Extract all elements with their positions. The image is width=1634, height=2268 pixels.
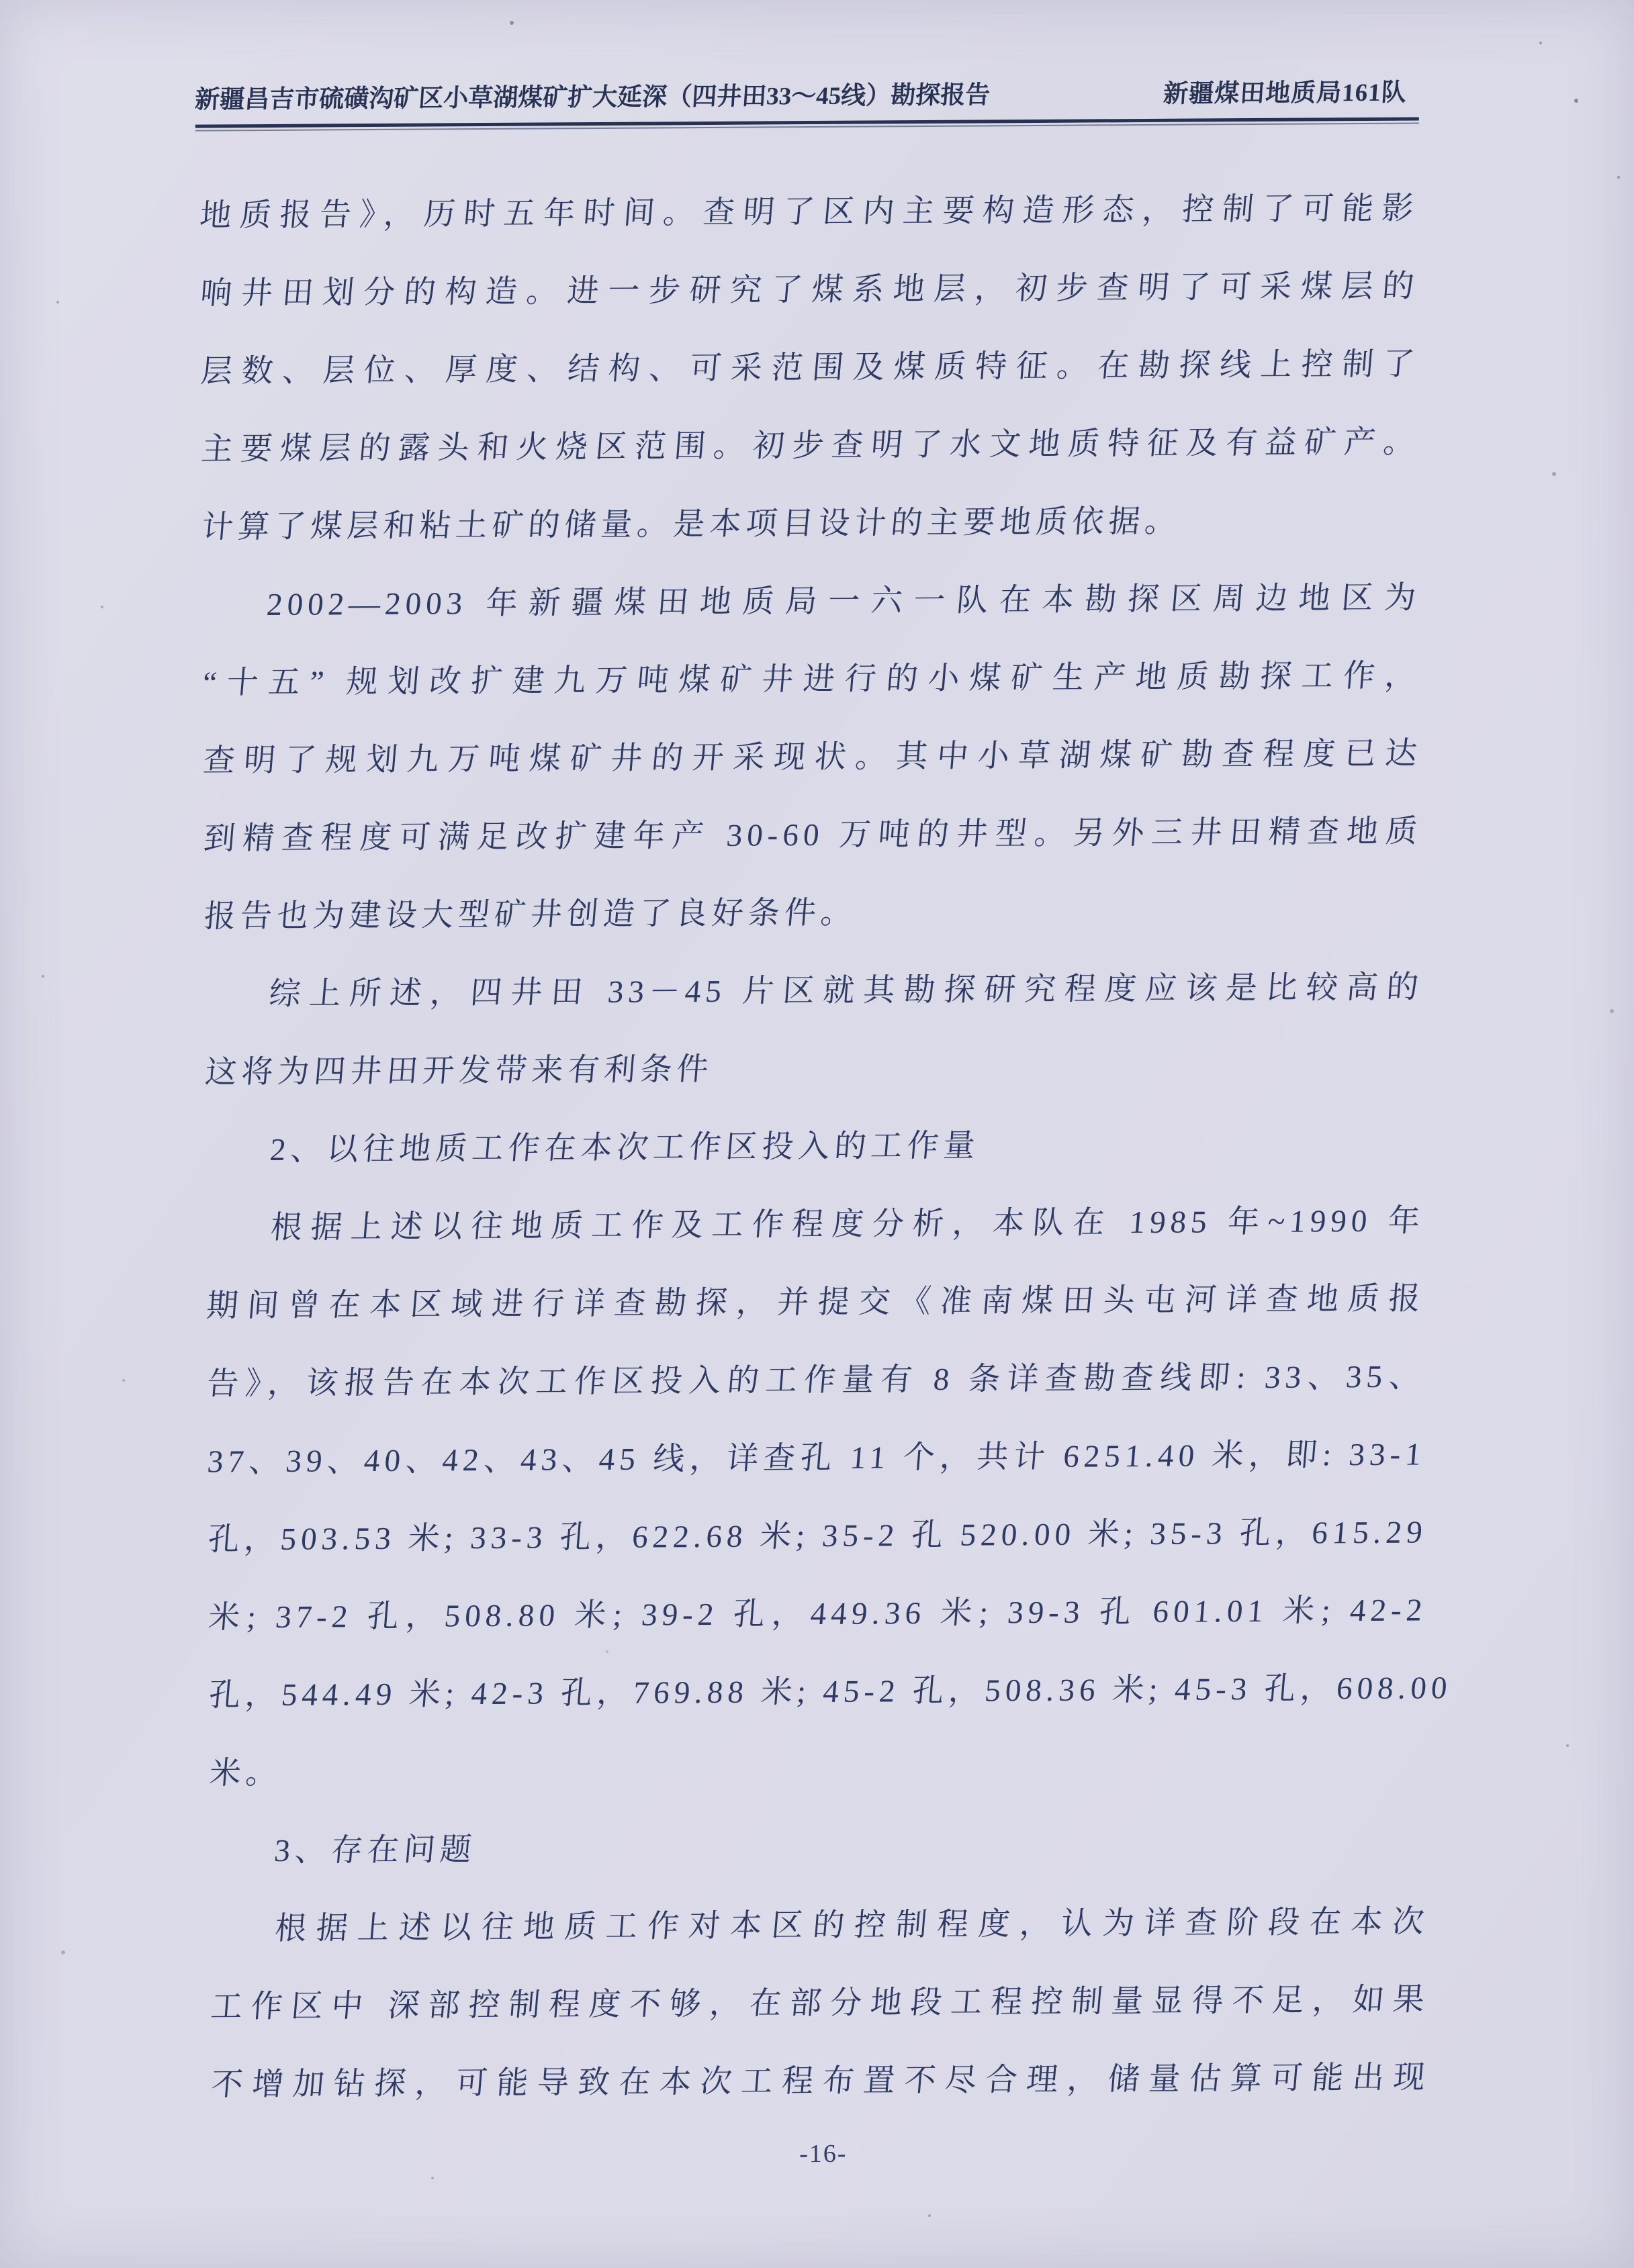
body-line: 综上所述，四井田 33－45 片区就其勘探研究程度应该是比较高的 bbox=[267, 970, 1424, 1012]
body-line: 米。 bbox=[208, 1755, 283, 1791]
report-title: 新疆昌吉市硫磺沟矿区小草湖煤矿扩大延深（四井田33～45线）勘探报告 bbox=[193, 81, 991, 114]
body-line: 地质报告》，历时五年时间。查明了区内主要构造形态，控制了可能影 bbox=[198, 191, 1420, 234]
page-number: -16- bbox=[799, 2139, 848, 2169]
body-line: 主要煤层的露头和火烧区范围。初步查明了水文地质特征及有益矿产。 bbox=[199, 424, 1421, 467]
paper-speckles bbox=[0, 0, 3, 3]
body-line: 响井田划分的构造。进一步研究了煤系地层，初步查明了可采煤层的 bbox=[199, 269, 1420, 312]
body-line: 到精查程度可满足改扩建年产 30-60 万吨的井型。另外三井田精查地质 bbox=[202, 814, 1424, 857]
body-line: 根据上述以往地质工作及工作程度分析，本队在 1985 年~1990 年 bbox=[269, 1203, 1426, 1245]
body-line: 37、39、40、42、43、45 线，详查孔 11 个，共计 6251.40 米，即: 33-1 bbox=[206, 1437, 1428, 1480]
body-line: “十五” 规划改扩建九万吨煤矿井进行的小煤矿生产地质勘探工作， bbox=[201, 658, 1422, 701]
body-line: 工作区中 深部控制程度不够，在部分地段工程控制量显得不足，如果 bbox=[209, 1982, 1431, 2025]
body-line: 根据上述以往地质工作对本区的控制程度，认为详查阶段在本次 bbox=[273, 1904, 1431, 1946]
body-line: 孔，544.49 米; 42-3 孔，769.88 米; 45-2 孔，508.36 米; 45-3 孔，608.00 bbox=[207, 1670, 1453, 1713]
body-line: 报告也为建设大型矿井创造了良好条件。 bbox=[202, 895, 859, 935]
section-heading-2: 2、以往地质工作在本次工作区投入的工作量 bbox=[269, 1128, 981, 1168]
body-text bbox=[198, 170, 1453, 2124]
section-heading-3: 3、存在问题 bbox=[273, 1832, 478, 1869]
body-line: 这将为四井田开发带来有利条件 bbox=[203, 1051, 715, 1090]
page-header bbox=[195, 71, 1418, 128]
body-line: 期间曾在本区域进行详查勘探，并提交《准南煤田头屯河详查地质报 bbox=[205, 1281, 1426, 1324]
header-organization: 新疆煤田地质局161队 bbox=[1162, 79, 1408, 108]
body-line: 米; 37-2 孔，508.80 米; 39-2 孔，449.36 米; 39-3 孔 601.01 米; 42-2 bbox=[207, 1593, 1428, 1636]
body-line: 计算了煤层和粘土矿的储量。是本项目设计的主要地质依据。 bbox=[200, 504, 1183, 545]
body-line: 不增加钻探，可能导致在本次工程布置不尽合理，储量估算可能出现 bbox=[210, 2060, 1431, 2103]
body-line: 层数、层位、厚度、结构、可采范围及煤质特征。在勘探线上控制了 bbox=[199, 346, 1421, 389]
body-line: 查明了规划九万吨煤矿井的开采现状。其中小草湖煤矿勘查程度已达 bbox=[201, 736, 1423, 779]
body-line: 2002—2003 年新疆煤田地质局一六一队在本勘探区周边地区为 bbox=[265, 580, 1422, 623]
body-line: 孔，503.53 米; 33-3 孔，622.68 米; 35-2 孔 520.00 米; 35-3 孔，615.29 bbox=[206, 1515, 1428, 1558]
body-line: 告》，该报告在本次工作区投入的工作量有 8 条详查勘查线即: 33、35、 bbox=[206, 1359, 1427, 1402]
